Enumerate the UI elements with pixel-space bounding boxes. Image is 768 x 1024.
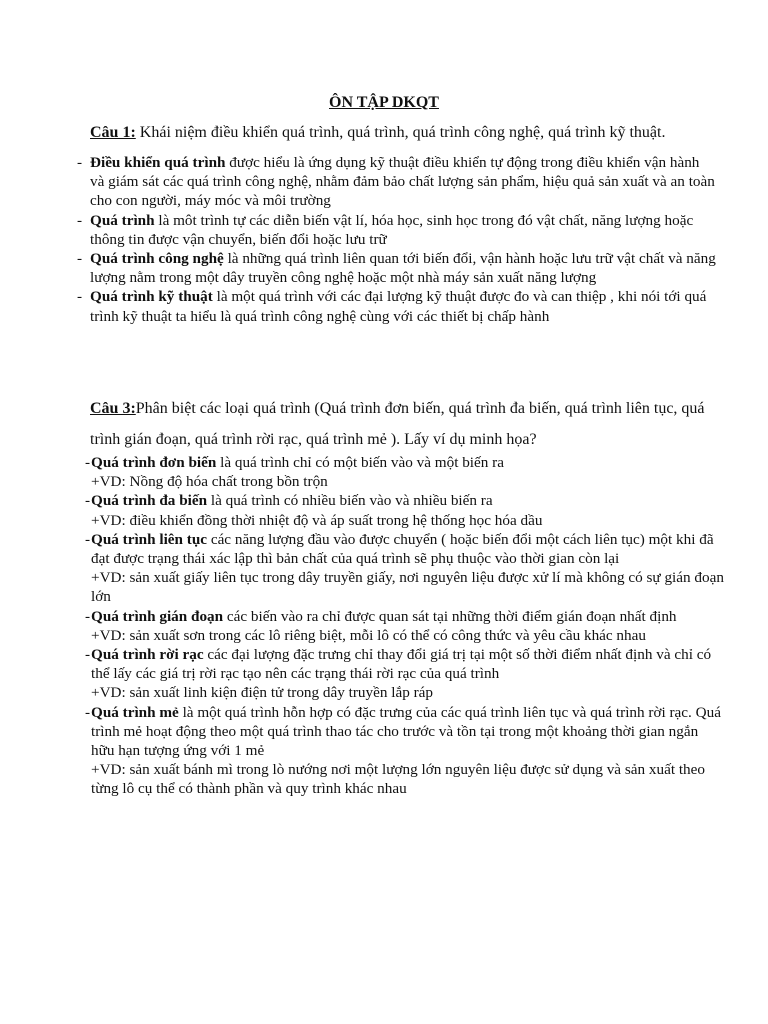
term: Quá trình: [90, 211, 155, 229]
list-dash: -: [85, 530, 91, 548]
list-item: [85, 645, 725, 683]
definition: các biến vào ra chỉ được quan sát tại những thời điểm gián đoạn nhất định: [223, 607, 677, 625]
list-item: [77, 249, 717, 287]
definition: các đại lượng đặc trưng chỉ thay đổi giá trị tại một số thời điểm nhất định và chỉ có thể lấy các giá trị rời rạc tạo nên các trạng thái rời rạc của quá trình: [91, 646, 712, 683]
example-line: +VD: sản xuất linh kiện điện tử trong dây truyền lắp ráp: [91, 684, 433, 702]
term: Quá trình rời rạc: [91, 646, 204, 664]
term: Quá trình mẻ: [91, 703, 179, 721]
question-1-label: Câu 1:: [90, 124, 136, 141]
definition: là một quá trình với các đại lượng kỹ thuật được đo và can thiệp , khi nói tới quá trình kỹ thuật ta hiểu là quá trình công nghệ cùng với các thiết bị chấp hành: [90, 288, 707, 325]
list-dash: -: [85, 492, 91, 510]
list-item: [77, 153, 717, 211]
question-1: [90, 123, 730, 143]
term: Điều khiển quá trình: [90, 154, 226, 171]
question-3-text: Phân biệt các loại quá trình (Quá trình đơn biến, quá trình đa biến, quá trình liên tục, quá trình gián đoạn, quá trình rời rạc, quá trình mẻ ). Lấy ví dụ minh họa?: [90, 400, 705, 448]
list-dash: -: [85, 607, 91, 625]
list-item: [77, 287, 717, 325]
definition: là những quá trình liên quan tới biến đổi, vận hành hoặc lưu trữ vật chất và năng lượng nằm trong một dây truyền công nghệ hoặc một nhà máy sản xuất năng lượng: [90, 250, 716, 287]
term: Quá trình đa biến: [91, 492, 208, 510]
question-1-definitions: [77, 153, 717, 326]
definition: là môt trình tự các diễn biến vật lí, hóa học, sinh học trong đó vật chất, năng lượng hoặc thông tin được vận chuyển, biến đổi hoặc lưu trữ: [90, 211, 694, 248]
question-1-text: Khái niệm điều khiển quá trình, quá trình, quá trình công nghệ, quá trình kỹ thuật.: [135, 124, 666, 141]
definition: được hiểu là ứng dụng kỹ thuật điều khiển tự động trong điều khiển vận hành và giám sát các quá trình công nghệ, nhằm đảm bảo chất lượng sản phẩm, hiệu quả sản xuất và an toàn cho con người, máy móc và môi trường: [90, 154, 715, 210]
definition: là một quá trình hỗn hợp có đặc trưng của các quá trình liên tục và quá trình rời rạc. Quá trình mẻ hoạt động theo một quá trình thao tác cho trước và tồn tại trong một khoảng thời gian ngắn hữu hạn tượng ứng với 1 mẻ: [91, 703, 721, 760]
list-dash: -: [77, 211, 83, 229]
term: Quá trình công nghệ: [90, 250, 224, 268]
list-item: [85, 530, 725, 568]
list-dash: -: [85, 703, 91, 721]
list-item: [85, 491, 725, 510]
question-3: [90, 393, 730, 455]
page-title: ÔN TẬP DKQT: [329, 94, 439, 111]
term: Quá trình liên tục: [91, 530, 208, 548]
list-item: [77, 211, 717, 249]
example-line: +VD: sản xuất sơn trong các lô riêng biệt, mỗi lô có thể có công thức và yêu cầu khác nhau: [91, 626, 646, 644]
definition: các năng lượng đầu vào được chuyển ( hoặc biến đổi một cách liên tục) một khi đã đạt được trạng thái xác lập thì bản chất của quá trình sẽ phụ thuộc vào thời gian còn lại: [91, 530, 714, 568]
list-item: [85, 453, 725, 472]
definition: là quá trình có nhiều biến vào và nhiều biến ra: [207, 492, 493, 510]
list-dash: -: [85, 646, 91, 664]
term: Quá trình đơn biến: [91, 454, 217, 471]
example-line: +VD: sản xuất giấy liên tục trong dây truyền giấy, nơi nguyên liệu được xử lí mà không có sự gián đoạn lớn: [91, 569, 724, 606]
list-dash: -: [85, 454, 91, 471]
question-3-answers: [85, 453, 725, 799]
list-dash: -: [77, 250, 83, 268]
list-dash: -: [77, 288, 83, 306]
example-line: +VD: điều khiển đồng thời nhiệt độ và áp suất trong hệ thống học hóa dầu: [91, 511, 543, 529]
list-item: [85, 703, 725, 761]
list-item: [85, 607, 725, 626]
definition: là quá trình chỉ có một biến vào và một biến ra: [216, 454, 504, 471]
term: Quá trình kỹ thuật: [90, 288, 213, 306]
example-line: +VD: sản xuất bánh mì trong lò nướng nơi một lượng lớn nguyên liệu được sử dụng và sản xuất theo từng lô cụ thể có thành phần và quy trình khác nhau: [91, 761, 705, 798]
list-dash: -: [77, 154, 83, 171]
example-line: +VD: Nồng độ hóa chất trong bồn trộn: [91, 473, 328, 491]
term: Quá trình gián đoạn: [91, 607, 224, 625]
question-3-label: Câu 3:: [90, 400, 136, 417]
